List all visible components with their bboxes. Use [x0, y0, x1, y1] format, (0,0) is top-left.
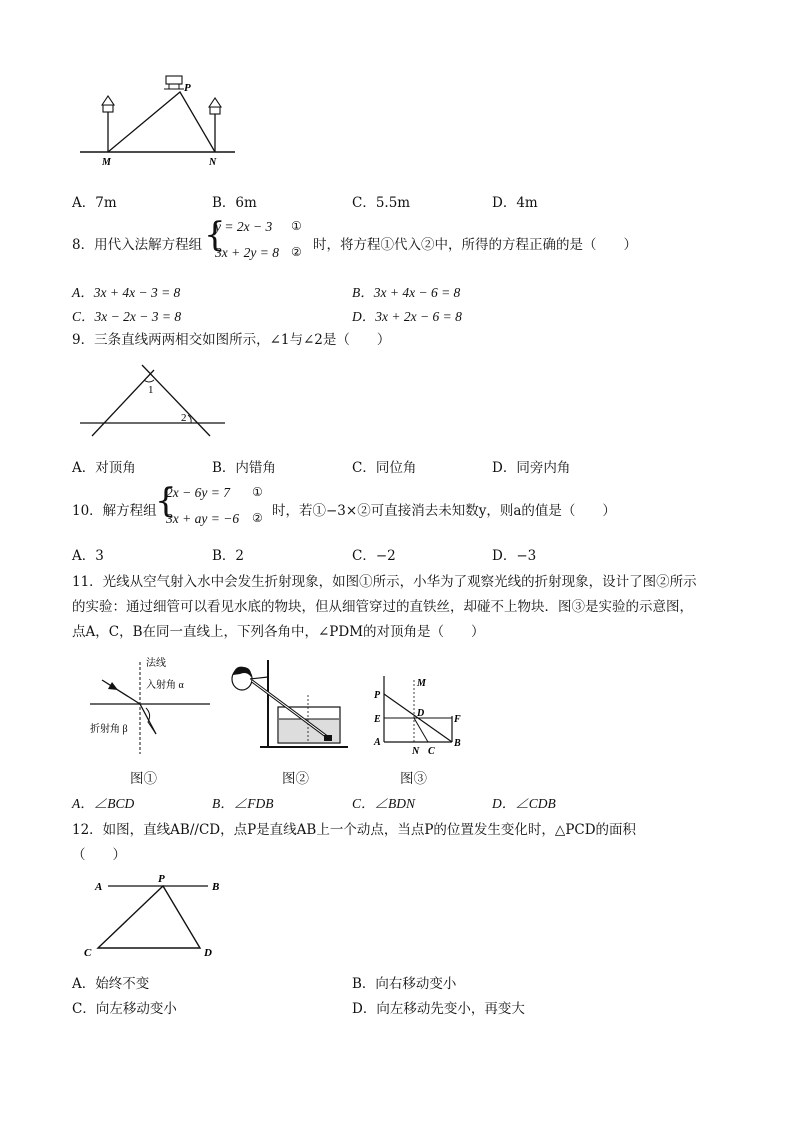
q8-stem-before: 8．用代入法解方程组 [72, 237, 203, 253]
q12-line1: 12．如图，直线AB//CD，点P是直线AB上一个动点，当点P的位置发生变化时，△PCD的面积 [72, 822, 637, 838]
q11-fig3-m: M [417, 678, 426, 689]
q10-eq2: 3x + ay = −6 [166, 511, 240, 526]
q12-option-b: B．向右移动变小 [352, 976, 457, 992]
q11-fig3-f: F [454, 714, 461, 725]
q11-figure-1 [90, 652, 210, 757]
q11-fig3-a: A [374, 737, 381, 748]
q10-stem-before: 10．解方程组 [72, 503, 157, 519]
q7-option-d: D．4m [492, 195, 538, 211]
q9-option-c: C．同位角 [352, 460, 417, 476]
q9-option-b: B．内错角 [212, 460, 276, 476]
q10-option-d: D．−3 [492, 548, 537, 564]
q9-stem: 9．三条直线两两相交如图所示，∠1与∠2是（ ） [72, 332, 391, 348]
q11-option-c: C．∠BDN [352, 796, 416, 811]
q10-option-c: C．−2 [352, 548, 396, 564]
q11-fig1-incidence: 入射角 α [146, 680, 184, 691]
q11-fig1-refraction: 折射角 β [90, 724, 128, 735]
q11-caption-1: 图① [130, 771, 157, 787]
q11-fig1-normal: 法线 [146, 658, 166, 669]
q11-fig3-c: C [428, 746, 435, 757]
q11-fig3-n: N [412, 746, 420, 757]
q9-option-a: A．对顶角 [72, 460, 136, 476]
q8-brace: { [204, 215, 226, 255]
q9-label-1: 1 [148, 384, 154, 396]
q10-option-a: A．3 [72, 548, 104, 564]
q7-option-c: C．5.5m [352, 195, 411, 211]
q7-option-a: A．7m [72, 195, 117, 211]
q10-option-b: B．2 [212, 548, 245, 564]
q10-stem-after: 时，若①−3×②可直接消去未知数y，则a的值是（ ） [272, 503, 616, 519]
q12-option-d: D．向左移动先变小，再变大 [352, 1001, 525, 1017]
q10-mark1: ① [252, 485, 263, 499]
q11-option-a: A．∠BCD [72, 796, 135, 811]
q11-fig3-d: D [417, 708, 425, 719]
q11-fig3-b: B [454, 738, 461, 749]
q8-eq1: y = 2x − 3 [215, 219, 273, 234]
q7-label-p: P [184, 82, 191, 94]
q8-option-d: D．3x + 2x − 6 = 8 [352, 309, 462, 324]
q8-stem-after: 时，将方程①代入②中，所得的方程正确的是（ ） [313, 237, 637, 253]
q12-label-a: A [95, 881, 103, 893]
q11-figure-2 [230, 655, 350, 755]
q11-line3: 点A，C，B在同一直线上，下列各角中，∠PDM的对顶角是（ ） [72, 624, 485, 640]
q12-option-a: A．始终不变 [72, 976, 150, 992]
q10-brace: { [155, 481, 177, 521]
q9-option-d: D．同旁内角 [492, 460, 571, 476]
q12-label-d: D [204, 947, 212, 959]
q9-label-2: 2 [181, 412, 187, 424]
q8-option-b: B．3x + 4x − 6 = 8 [352, 285, 461, 300]
q8-eq2: 3x + 2y = 8 [215, 245, 279, 260]
q12-label-p: P [158, 873, 165, 885]
q8-mark2: ② [291, 245, 302, 259]
q11-option-d: D．∠CDB [492, 796, 556, 811]
q12-label-c: C [84, 947, 92, 959]
q12-option-c: C．向左移动变小 [72, 1001, 177, 1017]
q11-option-b: B．∠FDB [212, 796, 274, 811]
q8-mark1: ① [291, 219, 302, 233]
q11-caption-2: 图② [282, 771, 309, 787]
q7-label-n: N [209, 157, 217, 168]
q7-label-m: M [102, 157, 111, 168]
q12-line2: （ ） [72, 847, 126, 863]
q8-option-a: A．3x + 4x − 3 = 8 [72, 285, 181, 300]
q11-line1: 11．光线从空气射入水中会发生折射现象，如图①所示，小华为了观察光线的折射现象，设计了图②所示 [72, 574, 697, 590]
q10-eq1: 2x − 6y = 7 [166, 485, 230, 500]
q11-caption-3: 图③ [400, 771, 427, 787]
q7-option-b: B．6m [212, 195, 257, 211]
q7-figure [80, 72, 240, 167]
q11-line2: 的实验：通过细管可以看见水底的物块，但从细管穿过的直铁丝，却碰不上物块．图③是实验的示意图， [72, 599, 693, 615]
q11-fig3-p: P [374, 690, 381, 701]
q12-label-b: B [212, 881, 220, 893]
q9-figure [80, 360, 230, 440]
q12-figure [84, 872, 230, 962]
q10-mark2: ② [252, 511, 263, 525]
q11-fig3-e: E [374, 714, 381, 725]
q11-figure-3 [370, 676, 465, 756]
q8-option-c: C．3x − 2x − 3 = 8 [72, 309, 182, 324]
